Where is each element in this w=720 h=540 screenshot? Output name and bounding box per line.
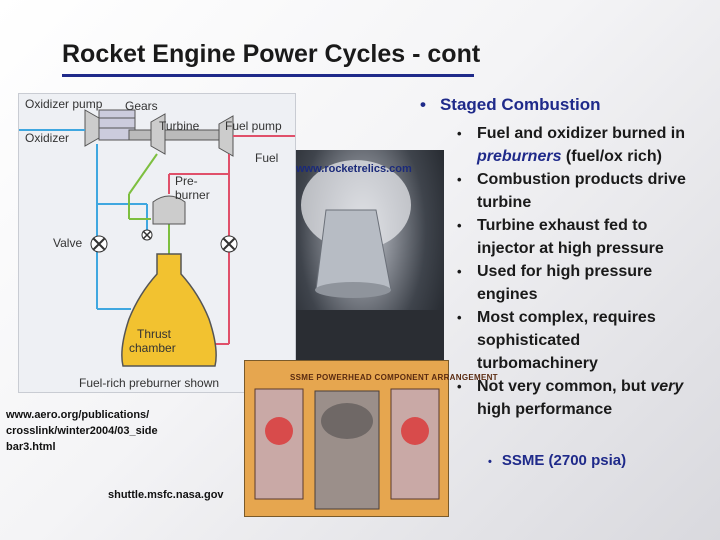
diagram-caption: Fuel-rich preburner shown bbox=[79, 376, 220, 390]
label-oxidizer-pump: Oxidizer pump bbox=[25, 97, 103, 111]
valve-fuel-icon bbox=[221, 236, 237, 252]
sub-bullet-dot: • bbox=[457, 310, 462, 325]
nasa-source-link[interactable]: shuttle.msfc.nasa.gov bbox=[108, 489, 224, 501]
label-turbine: Turbine bbox=[159, 119, 200, 133]
label-thrust: Thrust bbox=[137, 327, 172, 341]
label-burner: burner bbox=[175, 188, 210, 202]
sub-bullet-dot: • bbox=[457, 264, 462, 279]
engine-photo-drawing bbox=[296, 150, 444, 380]
bullet-staged-combustion bbox=[420, 95, 601, 115]
aero-source-line1: www.aero.org/publications/ bbox=[6, 409, 150, 421]
oxidizer-pump-shape bbox=[85, 110, 99, 146]
bullet-dot: • bbox=[420, 95, 426, 114]
label-chamber: chamber bbox=[129, 341, 176, 355]
sub-bullet-dot: • bbox=[457, 379, 462, 394]
aero-source-link[interactable] bbox=[6, 407, 186, 455]
valve-pre-icon bbox=[142, 230, 152, 240]
label-gears: Gears bbox=[125, 99, 158, 113]
valve-ox-icon bbox=[91, 236, 107, 252]
aero-source-line2: crosslink/winter2004/03_side bbox=[6, 425, 158, 437]
sub-sub-bullet-dot: • bbox=[488, 456, 492, 468]
sub-bullet-1: • Fuel and oxidizer burned in preburners (fuel/ox rich) bbox=[455, 122, 705, 168]
label-pre: Pre- bbox=[175, 174, 198, 188]
sub-bullet-list bbox=[455, 122, 705, 421]
preburners-emphasis: preburners bbox=[477, 148, 562, 165]
sub-bullet-dot: • bbox=[457, 172, 462, 187]
title-underline bbox=[62, 74, 474, 77]
label-oxidizer: Oxidizer bbox=[25, 131, 70, 145]
label-valve: Valve bbox=[53, 236, 83, 250]
sub-sub-bullet-ssme: • SSME (2700 psia) bbox=[488, 452, 627, 469]
sub-bullet-4: • Used for high pressure engines bbox=[455, 260, 705, 306]
slide-title: Rocket Engine Power Cycles - cont bbox=[62, 40, 481, 68]
engine-test-photo bbox=[296, 150, 444, 380]
label-fuel-pump: Fuel pump bbox=[225, 119, 282, 133]
bullet-main-text: Staged Combustion bbox=[439, 95, 601, 114]
ssme-drawing bbox=[245, 361, 448, 516]
sub-bullet-6: • Not very common, but very high performance bbox=[455, 375, 705, 421]
sub-bullet-3: • Turbine exhaust fed to injector at high pressure bbox=[455, 214, 705, 260]
sub-bullet-5: • Most complex, requires sophisticated turbomachinery bbox=[455, 306, 705, 375]
sub-bullet-dot: • bbox=[457, 218, 462, 233]
aero-source-line3: bar3.html bbox=[6, 441, 56, 453]
label-fuel: Fuel bbox=[255, 151, 279, 165]
sub-bullet-dot: • bbox=[457, 126, 462, 141]
very-emphasis: very bbox=[650, 378, 684, 395]
rocketrelics-credit: www.rocketrelics.com bbox=[296, 163, 412, 175]
sub-bullet-2: • Combustion products drive turbine bbox=[455, 168, 705, 214]
ssme-drawing-title: SSME POWERHEAD COMPONENT ARRANGEMENT bbox=[290, 373, 498, 382]
staged-combustion-diagram bbox=[18, 93, 296, 393]
ssme-powerhead-image bbox=[244, 360, 449, 517]
